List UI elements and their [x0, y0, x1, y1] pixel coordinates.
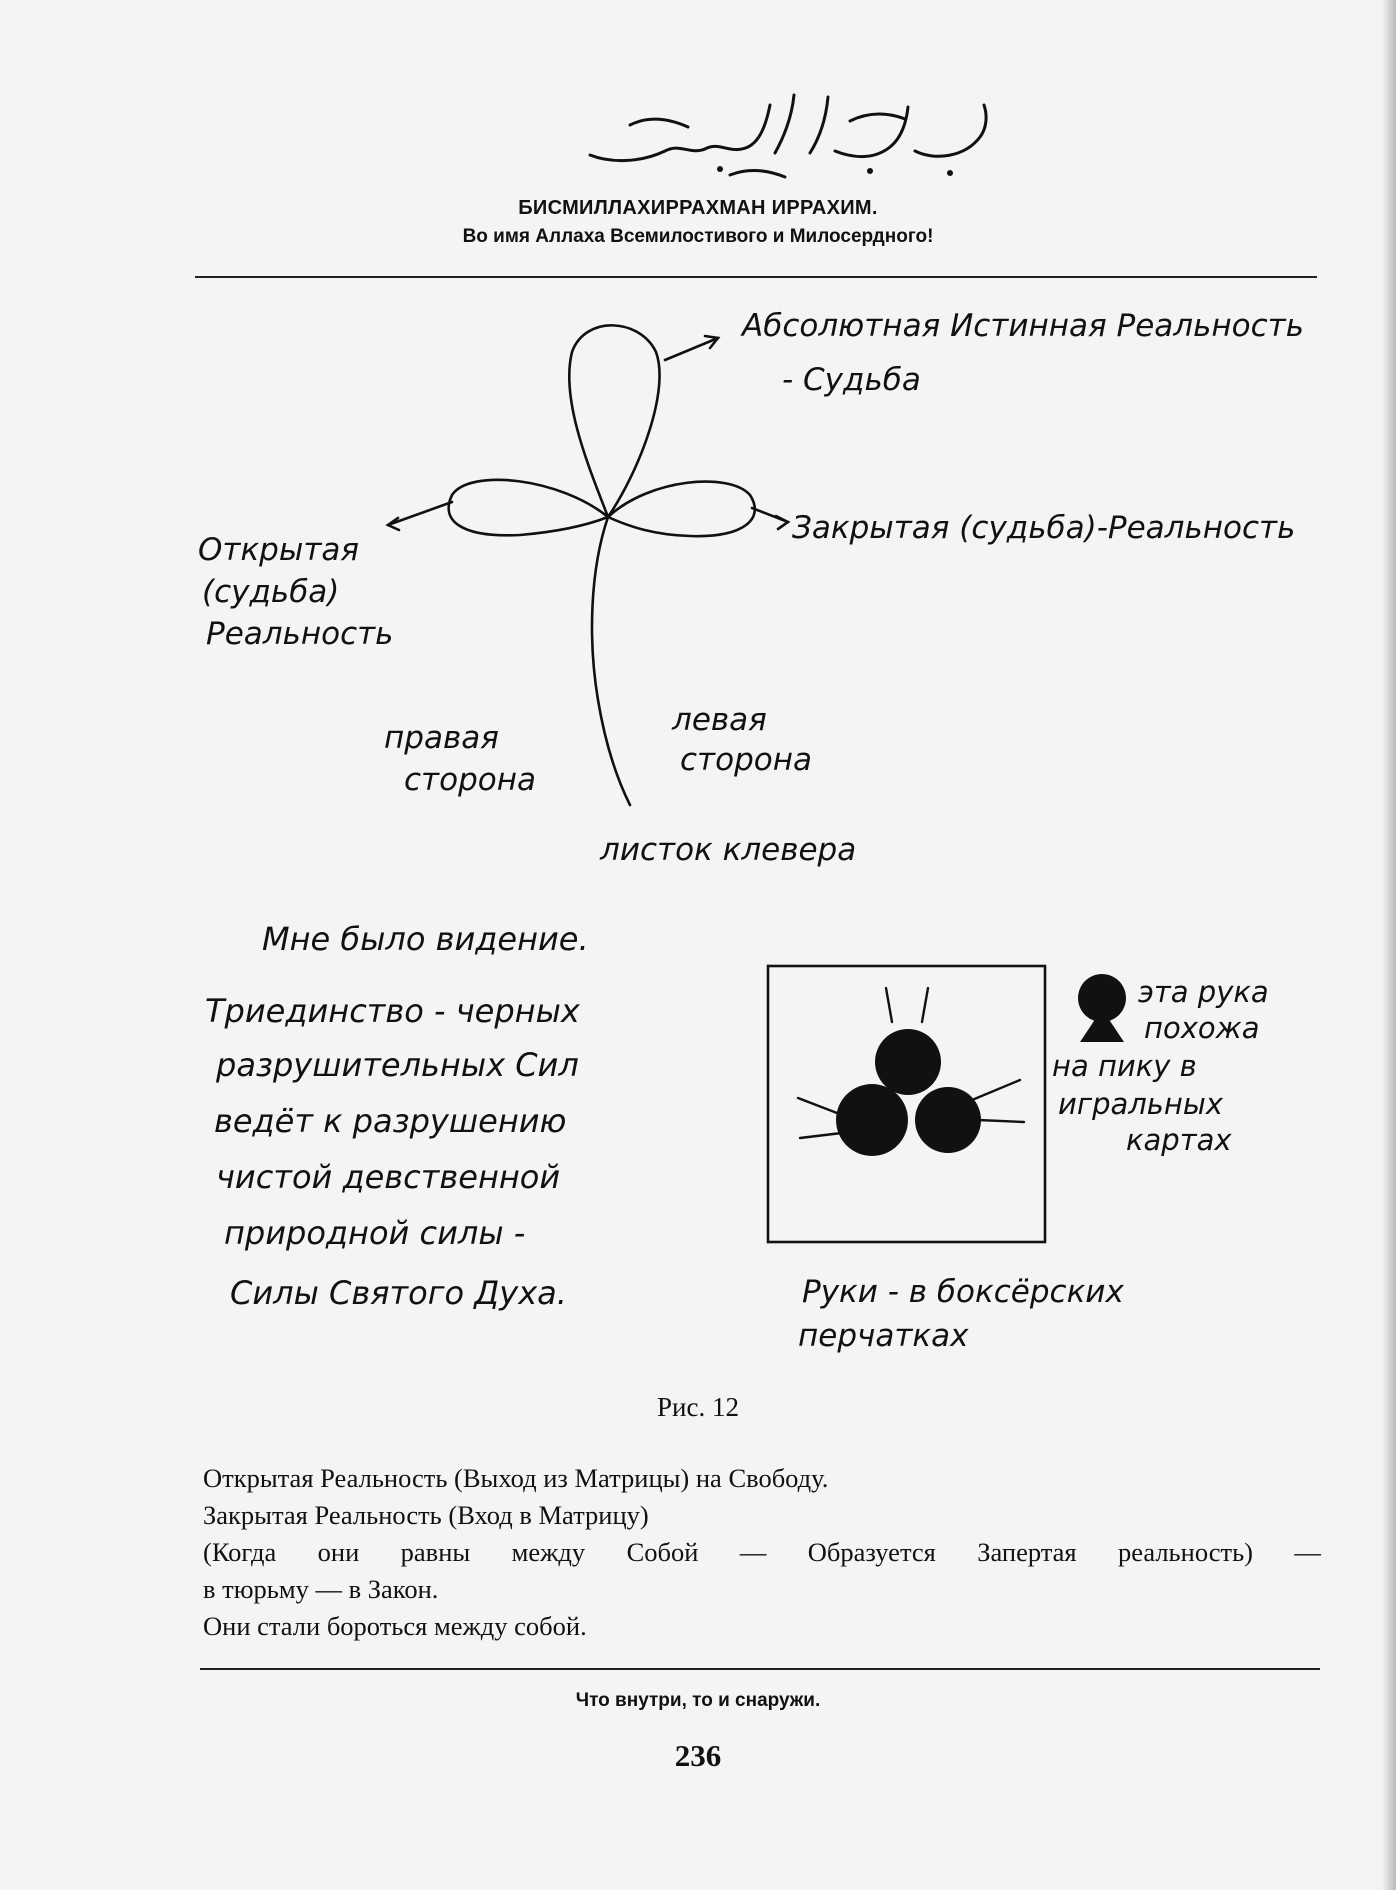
body-word: Запертая: [977, 1537, 1077, 1567]
label-right-side-2: сторона: [404, 762, 536, 798]
arrow-left: [388, 502, 452, 525]
bismillah-calligraphy: [570, 85, 1000, 180]
figure-12: [0, 280, 1396, 1360]
body-word: реальность): [1118, 1537, 1253, 1567]
gloves-caption-2: перчатках: [798, 1318, 969, 1354]
body-word: (Когда: [203, 1537, 277, 1567]
vision-line: Силы Святого Духа.: [230, 1274, 567, 1312]
spade-note-line: игральных: [1058, 1087, 1223, 1121]
body-line-justified: [203, 1534, 1321, 1571]
spade-icon: [1078, 974, 1126, 1042]
gloves-caption-1: Руки - в боксёрских: [802, 1274, 1124, 1310]
body-word: —: [1294, 1537, 1321, 1567]
label-open-reality-1: Открытая: [198, 532, 360, 568]
clover-caption: листок клевера: [600, 832, 857, 868]
clover-right-petal: [608, 482, 755, 537]
glove-left: [836, 1084, 908, 1156]
body-word: Образуется: [807, 1537, 936, 1567]
body-line: в тюрьму — в Закон.: [203, 1574, 439, 1604]
clover-left-petal: [449, 480, 608, 536]
page-subtitle: Во имя Аллаха Всемилостивого и Милосердного!: [462, 226, 934, 247]
footer-rule: [200, 1668, 1320, 1670]
glove-top: [875, 1029, 941, 1095]
vision-line: Триединство - черных: [205, 992, 580, 1030]
clover-top-petal: [569, 325, 659, 517]
figure-label: Рис. 12: [657, 1392, 739, 1422]
label-open-reality-2: (судьба): [202, 574, 340, 610]
bismillah-text: بِسْمِ ٱللَّٰهِ ٱلرَّحْمَٰنِ ٱلرَّحِيمِ: [570, 85, 582, 86]
label-open-reality-3: Реальность: [206, 616, 394, 652]
spade-note-line: картах: [1126, 1123, 1232, 1157]
label-destiny: - Судьба: [782, 362, 921, 398]
body-line: Они стали бороться между собой.: [203, 1611, 587, 1641]
vision-line: разрушительных Сил: [216, 1046, 579, 1084]
spade-note-line: похожа: [1144, 1011, 1260, 1045]
label-left-side-1: левая: [672, 702, 767, 738]
vision-line: ведёт к разрушению: [214, 1102, 567, 1140]
body-word: между: [511, 1537, 586, 1567]
spade-note-line: эта рука: [1138, 975, 1269, 1009]
vision-line: чистой девственной: [216, 1158, 561, 1196]
body-text: [203, 1460, 1321, 1645]
body-line: Открытая Реальность (Выход из Матрицы) на Свободу.: [203, 1463, 829, 1493]
label-absolute-reality: Абсолютная Истинная Реальность: [742, 308, 1304, 344]
header-rule: [195, 276, 1317, 278]
boxing-gloves-drawing: [768, 966, 1045, 1242]
footer-motto: Что внутри, то и снаружи.: [575, 1690, 821, 1711]
body-word: Собой: [626, 1537, 699, 1567]
glove-right: [915, 1087, 981, 1153]
body-word: они: [317, 1537, 360, 1567]
page-number: 236: [674, 1738, 722, 1773]
label-left-side-2: сторона: [680, 742, 812, 778]
clover-stem: [592, 517, 630, 805]
body-line: Закрытая Реальность (Вход в Матрицу): [203, 1500, 649, 1530]
page-title: БИСМИЛЛАХИРРАХМАН ИРРАХИМ.: [518, 197, 878, 219]
body-word: равны: [400, 1537, 471, 1567]
vision-line: природной силы -: [224, 1214, 526, 1252]
label-right-side-1: правая: [384, 720, 499, 756]
body-word: —: [739, 1537, 767, 1567]
label-closed-reality: Закрытая (судьба)-Реальность: [792, 510, 1296, 546]
vision-heading: Мне было видение.: [262, 920, 589, 958]
spade-note-line: на пику в: [1052, 1049, 1197, 1083]
